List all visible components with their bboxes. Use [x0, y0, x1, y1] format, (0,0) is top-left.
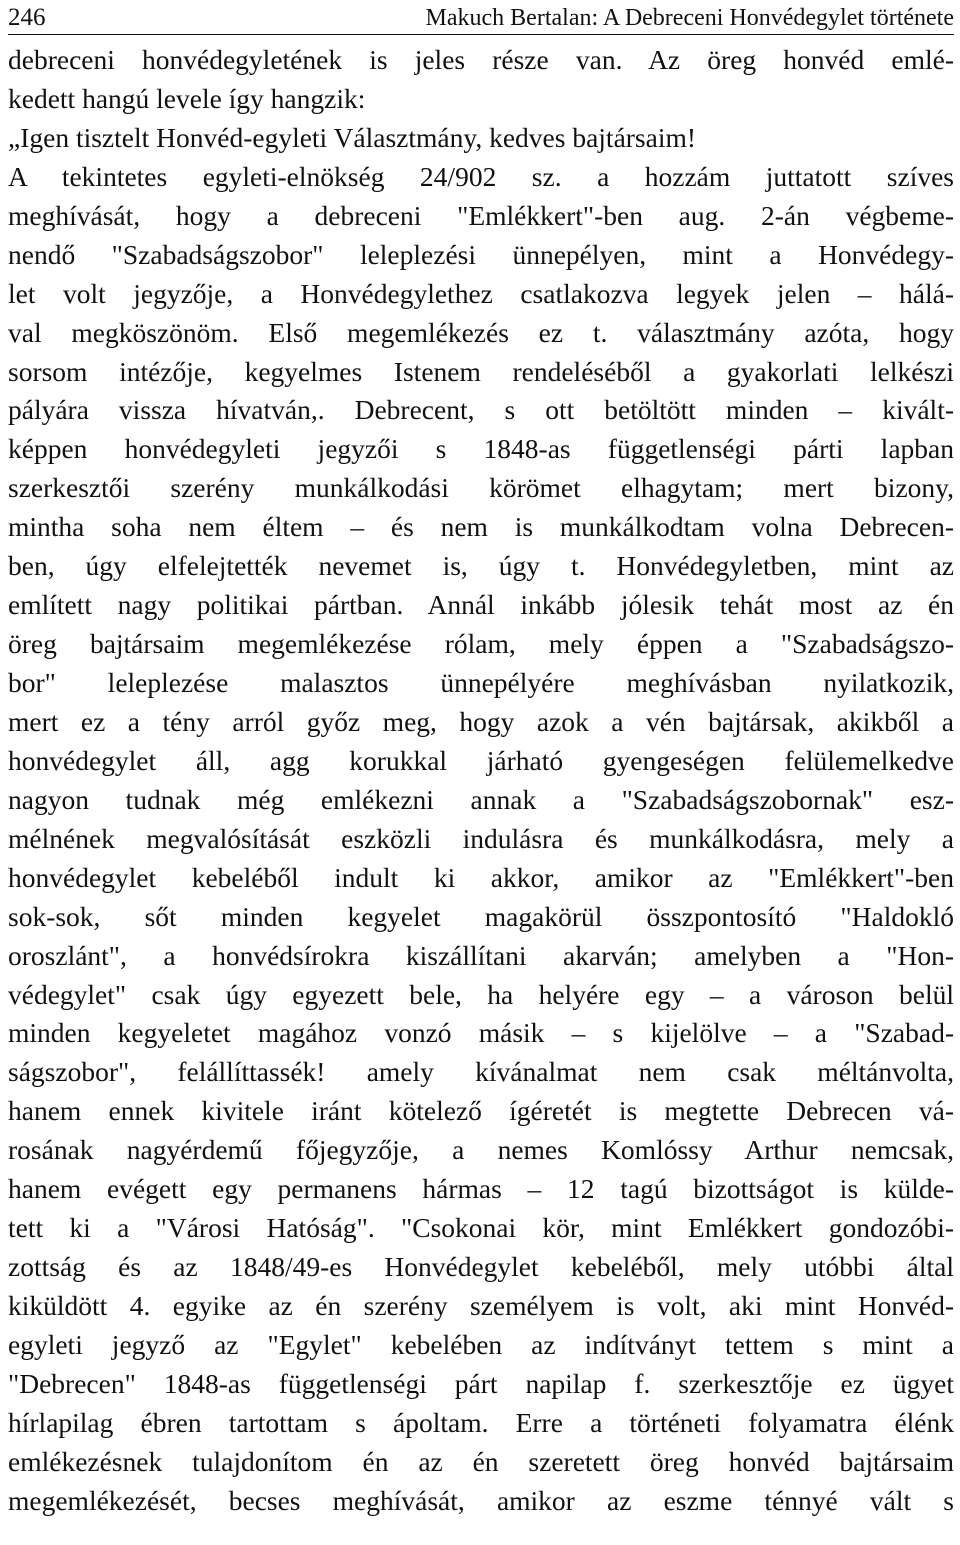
- text-line: mintha soha nem éltem – és nem is munkálkodtam volna Debrecen-: [8, 511, 954, 543]
- text-line: hanem ennek kivitele iránt kötelező ígéretét is megtette Debrecen vá-: [8, 1095, 954, 1127]
- text-line: hírlapilag ébren tartottam s ápoltam. Erre a történeti folyamatra élénk: [8, 1406, 954, 1438]
- text-line: rosának nagyérdemű főjegyzője, a nemes Komlóssy Arthur nemcsak,: [8, 1134, 954, 1166]
- text-line: mert ez a tény arról győz meg, hogy azok a vén bajtársak, akikből a: [8, 705, 954, 737]
- text-line: debreceni honvédegyletének is jeles része van. Az öreg honvéd emlé-: [8, 44, 954, 75]
- text-line: bor" leleplezése malasztos ünnepélyére meghívásban nyilatkozik,: [8, 667, 954, 698]
- text-line: öreg bajtársaim megemlékezése rólam, mely éppen a "Szabadságszo-: [8, 628, 954, 660]
- text-line: tett ki a "Városi Hatóság". "Csokonai kör, mint Emlékkert gondozóbi-: [8, 1212, 954, 1244]
- text-line: oroszlánt", a honvédsírokra kiszállítani akarván; amelyben a "Hon-: [8, 939, 954, 971]
- text-line: megemlékezését, becses meghívását, amikor az eszme ténnyé vált s: [8, 1484, 954, 1516]
- text-line: honvédegylet kebeléből indult ki akkor, amikor az "Emlékkert"-ben: [8, 861, 954, 893]
- text-line: minden kegyeletet magához vonzó másik – s kijelölve – a "Szabad-: [8, 1017, 954, 1049]
- text-line: kiküldött 4. egyike az én szerény személyem is volt, aki mint Honvéd-: [8, 1290, 954, 1321]
- text-line: nendő "Szabadságszobor" leleplezési ünnepélyen, mint a Honvédegy-: [8, 238, 954, 270]
- text-line: mélnének megvalósítását eszközli indulásra és munkálkodásra, mely a: [8, 822, 954, 854]
- text-line: pályára vissza hívatván,. Debrecent, s ott betöltött minden – kivált-: [8, 394, 954, 426]
- text-line: „Igen tisztelt Honvéd-egyleti Választmány, kedves bajtársaim!: [8, 121, 697, 153]
- text-line: ságszobor", felállíttassék! amely kívánalmat nem csak méltánvolta,: [8, 1056, 954, 1088]
- text-line: egyleti jegyző az "Egylet" kebelében az indítványt tettem s mint a: [8, 1328, 954, 1360]
- text-line: "Debrecen" 1848-as függetlenségi párt napilap f. szerkesztője ez ügyet: [8, 1367, 954, 1399]
- text-line: honvédegylet áll, agg korukkal járható gyengeségen felülemelkedve: [8, 744, 954, 776]
- text-line: let volt jegyzője, a Honvédegylethez csatlakozva legyek jelen – hálá-: [8, 277, 954, 309]
- text-line: kedett hangú levele így hangzik:: [8, 82, 366, 114]
- text-line: sorsom intézője, kegyelmes Istenem rendeléséből a gyakorlati lelkészi: [8, 355, 954, 387]
- text-line: védegylet" csak úgy egyezett bele, ha helyére egy – a városon belül: [8, 978, 954, 1010]
- text-line: A tekintetes egyleti-elnökség 24/902 sz. a hozzám juttatott szíves: [8, 160, 954, 192]
- text-line: képpen honvédegyleti jegyzői s 1848-as függetlenségi párti lapban: [8, 433, 954, 465]
- body-text: [8, 41, 954, 1521]
- text-line: említett nagy politikai pártban. Annál inkább jólesik tehát most az én: [8, 589, 954, 621]
- page-number: 246: [8, 4, 46, 31]
- text-line: hanem evégett egy permanens hármas – 12 tagú bizottságot is külde-: [8, 1173, 954, 1205]
- text-line: meghívását, hogy a debreceni "Emlékkert"-ben aug. 2-án végbeme-: [8, 199, 954, 231]
- text-line: sok-sok, sőt minden kegyelet magakörül összpontosító "Haldokló: [8, 900, 954, 932]
- text-line: szerkesztői szerény munkálkodási körömet elhagytam; mert bizony,: [8, 472, 954, 504]
- text-line: ben, úgy elfelejtették nevemet is, úgy t. Honvédegyletben, mint az: [8, 550, 954, 582]
- text-line: emlékezésnek tulajdonítom én az én szeretett öreg honvéd bajtársaim: [8, 1445, 954, 1477]
- text-line: nagyon tudnak még emlékezni annak a "Szabadságszobornak" esz-: [8, 783, 954, 815]
- running-head: [8, 0, 954, 35]
- document-page: [8, 0, 954, 1521]
- text-line: zottság és az 1848/49-es Honvédegylet kebeléből, mely utóbbi által: [8, 1251, 954, 1283]
- running-title: Makuch Bertalan: A Debreceni Honvédegylet története: [425, 5, 954, 31]
- text-line: val megköszönöm. Első megemlékezés ez t. választmány azóta, hogy: [8, 316, 954, 348]
